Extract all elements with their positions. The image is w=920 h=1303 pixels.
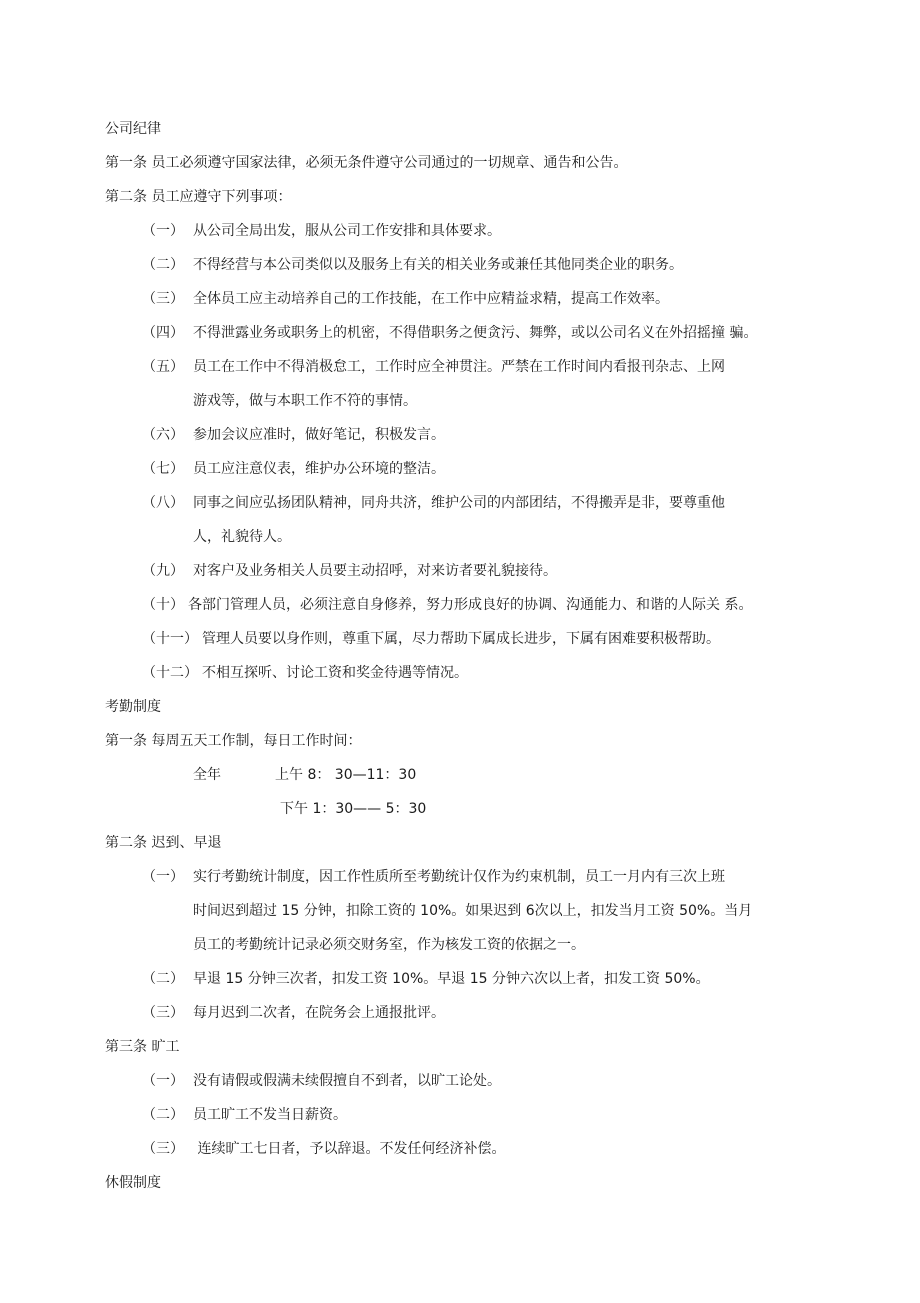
item-number: （九） (142, 563, 184, 579)
list-item (142, 867, 725, 887)
article-1-law: 第一条 员工必须遵守国家法律，必须无条件遵守公司通过的一切规章、通告和公告。 (105, 155, 628, 171)
item-text: 员工在工作中不得消极怠工，工作时应全神贯注。严禁在工作时间内看报刊杂志、上网 (193, 359, 725, 375)
list-item (142, 1071, 501, 1091)
list-item (142, 969, 710, 989)
item-text: 对客户及业务相关人员要主动招呼，对来访者要礼貌接待。 (193, 563, 557, 579)
item-number: （三） (142, 1005, 184, 1021)
item-text: 不相互探听、讨论工资和奖金待遇等情况。 (202, 665, 468, 681)
list-item (142, 561, 557, 581)
list-item (142, 1105, 347, 1125)
item-number: （五） (142, 359, 184, 375)
item-text: 不得泄露业务或职务上的机密，不得借职务之便贪污、舞弊，或以公司名义在外招摇撞 骗。 (193, 325, 758, 341)
list-item (142, 459, 445, 479)
item-number: （二） (142, 257, 184, 273)
item-text: 没有请假或假满未续假擅自不到者，以旷工论处。 (193, 1073, 501, 1089)
list-item (142, 493, 725, 513)
item-text: 早退 15 分钟三次者，扣发工资 10%。早退 15 分钟六次以上者，扣发工资 50%。 (193, 971, 710, 987)
item-text: 连续旷工七日者，予以辞退。不发任何经济补偿。 (193, 1141, 506, 1157)
schedule-afternoon: 下午 1：30—— 5：30 (280, 801, 427, 817)
item-text: 参加会议应准时，做好笔记，积极发言。 (193, 427, 445, 443)
article-2-late: 第二条 迟到、早退 (105, 835, 222, 851)
item-number: （七） (142, 461, 184, 477)
item-number: （二） (142, 1107, 184, 1123)
item-text: 员工应注意仪表，维护办公环境的整洁。 (193, 461, 445, 477)
item-text: 全体员工应主动培养自己的工作技能，在工作中应精益求精，提高工作效率。 (193, 291, 669, 307)
item-number: （六） (142, 427, 184, 443)
item-text: 从公司全局出发，服从公司工作安排和具体要求。 (193, 223, 501, 239)
item-continuation: 员工的考勤统计记录必须交财务室，作为核发工资的依据之一。 (193, 937, 585, 953)
item-number: （三） (142, 291, 184, 307)
item-number: （十一） (142, 631, 198, 647)
item-text: 不得经营与本公司类似以及服务上有关的相关业务或兼任其他同类企业的职务。 (193, 257, 683, 273)
list-item (142, 663, 468, 683)
list-item (142, 323, 757, 343)
list-item (142, 221, 501, 241)
item-number: （八） (142, 495, 184, 511)
schedule-label: 全年 (193, 767, 221, 783)
item-text: 员工旷工不发当日薪资。 (193, 1107, 347, 1123)
item-number: （一） (142, 223, 184, 239)
list-item (142, 1003, 445, 1023)
list-item (142, 357, 725, 377)
article-1-workdays: 第一条 每周五天工作制，每日工作时间： (105, 733, 362, 749)
item-text: 每月迟到二次者，在院务会上通报批评。 (193, 1005, 445, 1021)
article-2-rules: 第二条 员工应遵守下列事项： (105, 189, 292, 205)
item-text: 各部门管理人员，必须注意自身修养，努力形成良好的协调、沟通能力、和谐的人际关 系。 (188, 597, 753, 613)
item-number: （十二） (142, 665, 198, 681)
list-item (142, 425, 445, 445)
list-item (142, 1139, 505, 1159)
schedule-morning: 上午 8： 30—11：30 (275, 767, 417, 783)
section-heading-leave: 休假制度 (105, 1175, 161, 1191)
list-item (142, 255, 683, 275)
item-number: （三） (142, 1141, 184, 1157)
item-number: （十） (142, 597, 184, 613)
item-number: （二） (142, 971, 184, 987)
section-heading-discipline: 公司纪律 (105, 121, 161, 137)
item-text: 实行考勤统计制度，因工作性质所至考勤统计仅作为约束机制，员工一月内有三次上班 (193, 869, 725, 885)
item-number: （四） (142, 325, 184, 341)
item-continuation: 游戏等，做与本职工作不符的事情。 (193, 393, 417, 409)
section-heading-attendance: 考勤制度 (105, 699, 161, 715)
list-item (142, 595, 752, 615)
article-3-absence: 第三条 旷工 (105, 1039, 180, 1055)
item-number: （一） (142, 869, 184, 885)
list-item (142, 629, 720, 649)
item-number: （一） (142, 1073, 184, 1089)
item-text: 同事之间应弘扬团队精神，同舟共济，维护公司的内部团结，不得搬弄是非，要尊重他 (193, 495, 725, 511)
item-continuation: 人，礼貌待人。 (193, 529, 291, 545)
item-text: 管理人员要以身作则，尊重下属，尽力帮助下属成长进步，下属有困难要积极帮助。 (202, 631, 720, 647)
item-continuation: 时间迟到超过 15 分钟，扣除工资的 10%。如果迟到 6次以上，扣发当月工资 50%。当月 (193, 903, 753, 919)
list-item (142, 289, 669, 309)
